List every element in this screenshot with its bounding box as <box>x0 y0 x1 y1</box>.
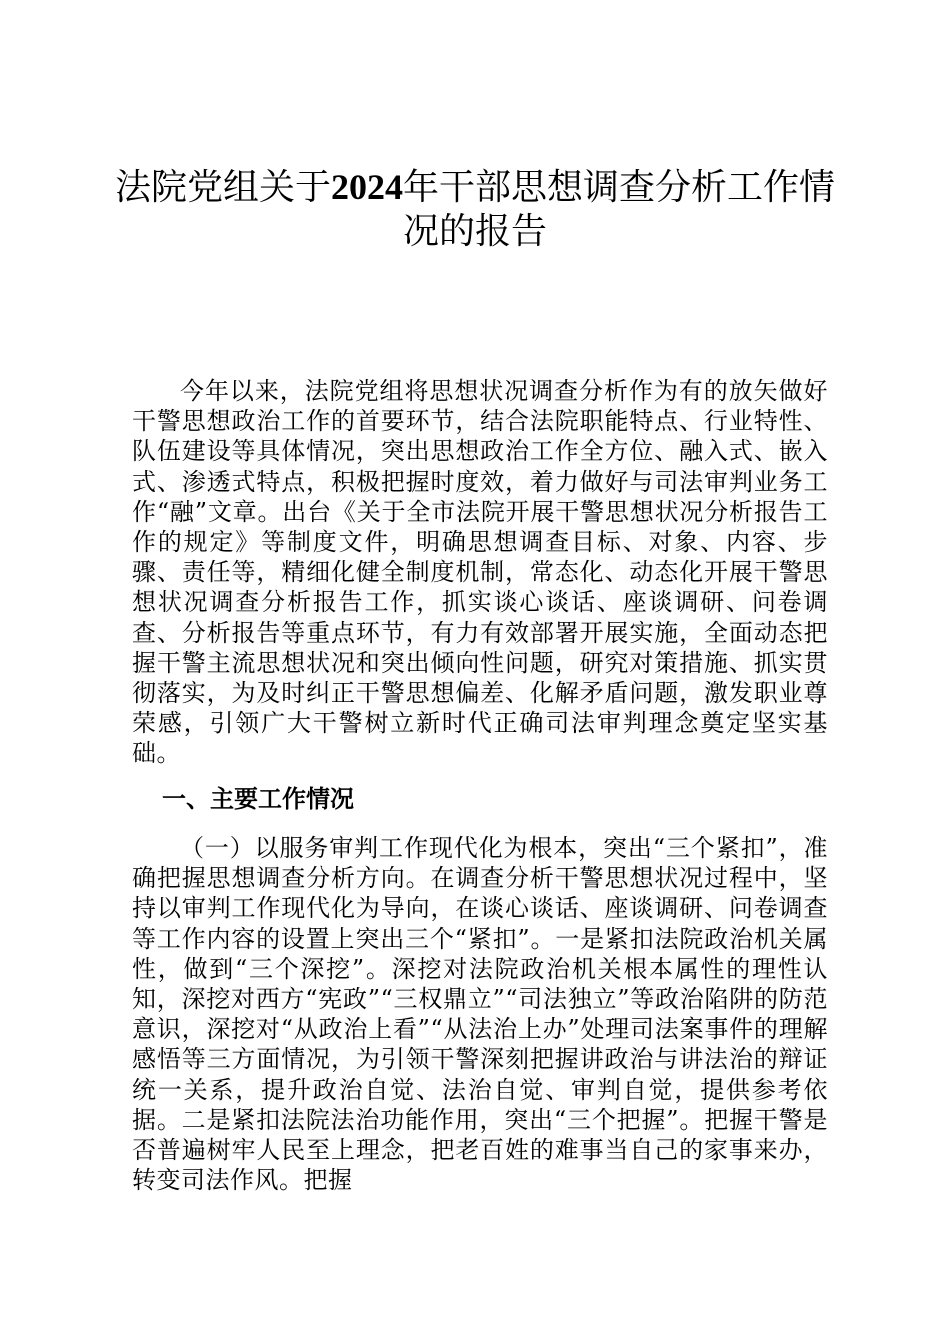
title-part-2: 年干部思想调查分析工作情况的报告 <box>402 167 836 252</box>
section-paragraph-1: （一）以服务审判工作现代化为根本，突出“三个紧扣”，准确把握思想调查分析方向。在调查分析干警思想状况过程中，坚持以审判工作现代化为导向，在谈心谈话、座谈调研、问卷调查等工作内容的设置上突出三个“紧扣”。一是紧扣法院政治机关属性，做到“三个深挖”。深挖对法院政治机关根本属性的理性认知，深挖对西方“宪政”“三权鼎立”“司法独立”等政治陷阱的防范意识，深挖对“从政治上看”“从法治上办”处理司法案事件的理解感悟等三方面情况，为引领干警深刻把握讲政治与讲法治的辩证统一关系，提升政治自觉、法治自觉、审判自觉，提供参考依据。二是紧扣法院法治功能作用，突出“三个把握”。把握干警是否普遍树牢人民至上理念，把老百姓的难事当自己的家事来办，转变司法作风。把握 <box>132 834 828 1195</box>
intro-paragraph: 今年以来，法院党组将思想状况调查分析作为有的放矢做好干警思想政治工作的首要环节，结合法院职能特点、行业特性、队伍建设等具体情况，突出思想政治工作全方位、融入式、嵌入式、渗透式特点，积极把握时度效，着力做好与司法审判业务工作“融”文章。出台《关于全市法院开展干警思想状况分析报告工作的规定》等制度文件，明确思想调查目标、对象、内容、步骤、责任等，精细化健全制度机制，常态化、动态化开展干警思想状况调查分析报告工作，抓实谈心谈话、座谈调研、问卷调查、分析报告等重点环节，有力有效部署开展实施，全面动态把握干警主流思想状况和突出倾向性问题，研究对策措施、抓实贯彻落实，为及时纠正干警思想偏差、化解矛盾问题，激发职业尊荣感，引领广大干警树立新时代正确司法审判理念奠定坚实基础。 <box>132 377 828 768</box>
document-title <box>100 165 850 254</box>
title-year: 2024 <box>331 167 403 207</box>
title-part-1: 法院党组关于 <box>114 167 331 208</box>
section-heading-main-work: 一、主要工作情况 <box>162 785 354 813</box>
